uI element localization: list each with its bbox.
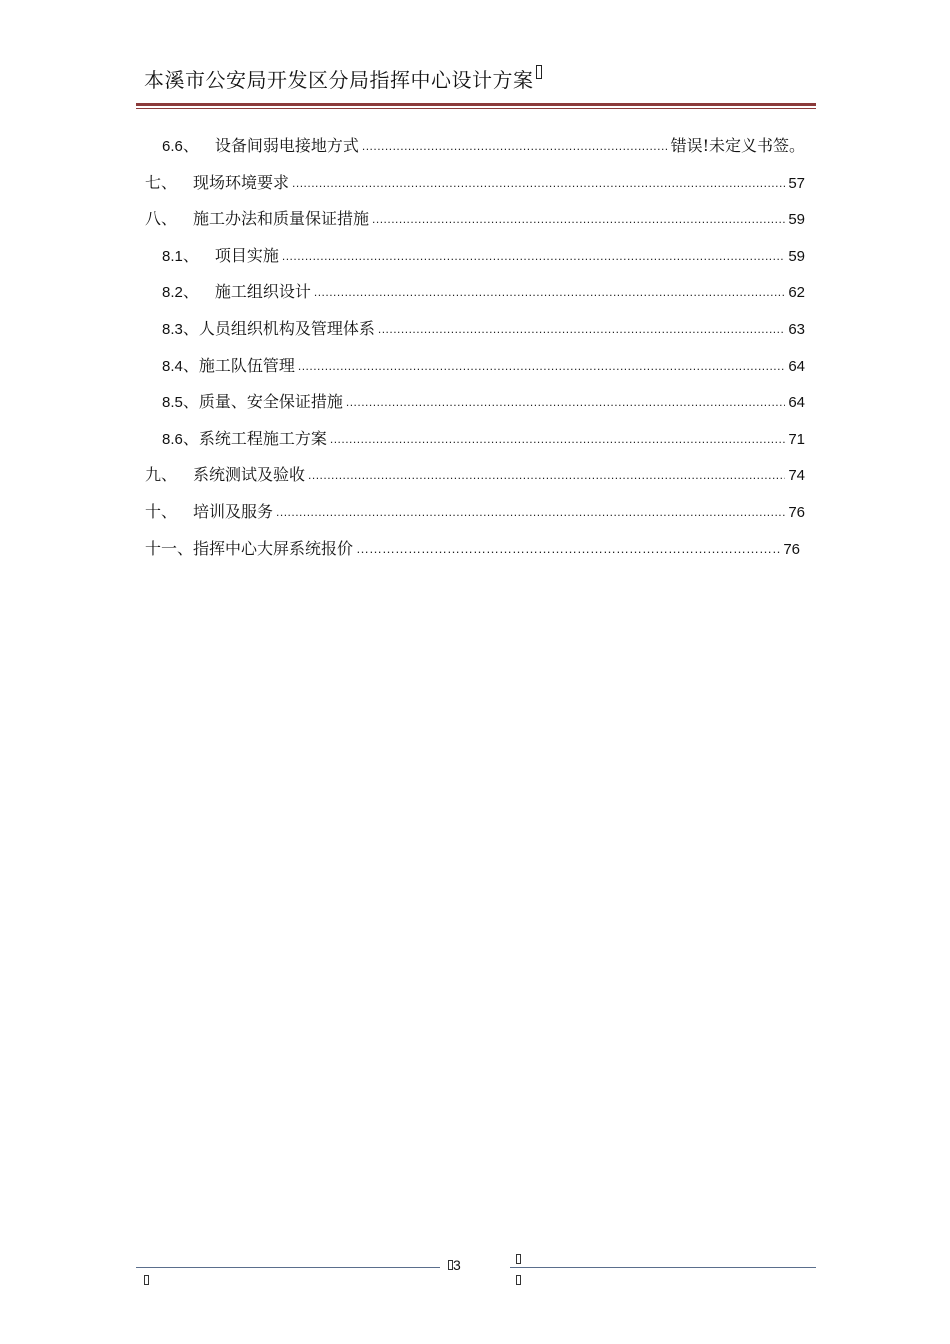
toc-number: 8.6 <box>162 430 183 448</box>
toc-number: 十一 <box>145 538 178 558</box>
missing-glyph-icon <box>516 1275 521 1285</box>
table-of-contents <box>145 128 805 567</box>
toc-entry-6-6[interactable] <box>145 128 805 165</box>
toc-number: 8.1 <box>162 247 183 265</box>
toc-page: 57 <box>788 174 805 192</box>
toc-number: 8.5 <box>162 394 183 412</box>
header-rule-thin <box>136 108 816 109</box>
toc-separator: 、 <box>182 136 199 155</box>
toc-number: 8.2 <box>162 284 183 302</box>
missing-glyph-icon <box>536 65 542 79</box>
page-number-text: 3 <box>453 1257 461 1273</box>
toc-title: 系统测试及验收 <box>193 465 306 485</box>
toc-title: 质量、安全保证措施 <box>198 392 343 412</box>
toc-separator: 、 <box>182 318 199 338</box>
toc-entry-8-4[interactable] <box>145 348 805 385</box>
toc-entry-8-5[interactable] <box>145 384 805 421</box>
header-rule <box>136 103 816 106</box>
toc-title: 设备间弱电接地方式 <box>214 136 359 155</box>
toc-number: 6.6 <box>162 138 183 155</box>
toc-title: 项目实施 <box>214 245 279 265</box>
toc-title: 系统工程施工方案 <box>198 428 327 448</box>
missing-glyph-icon <box>144 1275 149 1285</box>
toc-leader <box>292 165 785 202</box>
toc-page: 76 <box>788 503 805 521</box>
toc-title: 人员组织机构及管理体系 <box>198 318 375 338</box>
toc-separator: 、 <box>161 465 178 485</box>
missing-glyph-icon <box>516 1254 521 1264</box>
toc-leader <box>276 494 785 531</box>
toc-leader <box>346 384 785 421</box>
toc-title: 施工办法和质量保证措施 <box>193 209 370 229</box>
toc-page: 错误!未定义书签。 <box>670 136 805 155</box>
toc-separator: 、 <box>161 501 178 521</box>
toc-entry-8-2[interactable] <box>145 274 805 311</box>
toc-number: 8.4 <box>162 357 183 375</box>
toc-page: 76 <box>783 540 800 558</box>
toc-entry-8-1[interactable] <box>145 238 805 275</box>
toc-number: 8.3 <box>162 320 183 338</box>
toc-leader <box>314 274 785 311</box>
toc-entry-7[interactable] <box>145 165 805 202</box>
toc-leader <box>356 531 780 568</box>
document-title <box>144 64 542 93</box>
toc-number: 九 <box>145 465 162 485</box>
footer-rule-right <box>510 1267 816 1268</box>
toc-leader <box>362 128 668 165</box>
toc-page: 59 <box>788 247 805 265</box>
toc-separator: 、 <box>182 428 199 448</box>
page-number <box>448 1257 461 1273</box>
toc-leader <box>330 421 785 458</box>
toc-separator: 、 <box>177 538 194 558</box>
toc-number: 七 <box>145 172 162 192</box>
toc-separator: 、 <box>182 245 199 265</box>
toc-separator: 、 <box>161 209 178 229</box>
toc-title: 指挥中心大屏系统报价 <box>193 538 354 558</box>
toc-leader <box>378 311 785 348</box>
toc-leader <box>308 457 785 494</box>
toc-page: 71 <box>788 430 805 448</box>
toc-leader <box>372 201 785 238</box>
toc-page: 63 <box>788 320 805 338</box>
toc-entry-8[interactable] <box>145 201 805 238</box>
toc-separator: 、 <box>161 172 178 192</box>
toc-separator: 、 <box>182 355 199 375</box>
document-title-text: 本溪市公安局开发区分局指挥中心设计方案 <box>144 68 534 92</box>
toc-page: 59 <box>788 211 805 229</box>
toc-entry-10[interactable] <box>145 494 805 531</box>
toc-title: 培训及服务 <box>193 501 274 521</box>
toc-leader <box>282 238 785 275</box>
toc-separator: 、 <box>182 392 199 412</box>
toc-page: 64 <box>788 394 805 412</box>
toc-number: 八 <box>145 209 162 229</box>
toc-page: 64 <box>788 357 805 375</box>
toc-separator: 、 <box>182 282 199 302</box>
toc-leader <box>298 348 785 385</box>
footer-rule-left <box>136 1267 440 1268</box>
toc-entry-8-3[interactable] <box>145 311 805 348</box>
toc-title: 施工队伍管理 <box>198 355 295 375</box>
toc-title: 施工组织设计 <box>214 282 311 302</box>
toc-entry-9[interactable] <box>145 457 805 494</box>
toc-page: 74 <box>788 467 805 485</box>
toc-number: 十 <box>145 501 162 521</box>
toc-title: 现场环境要求 <box>193 172 290 192</box>
toc-page: 62 <box>788 284 805 302</box>
toc-entry-8-6[interactable] <box>145 421 805 458</box>
toc-entry-11[interactable] <box>145 531 800 568</box>
